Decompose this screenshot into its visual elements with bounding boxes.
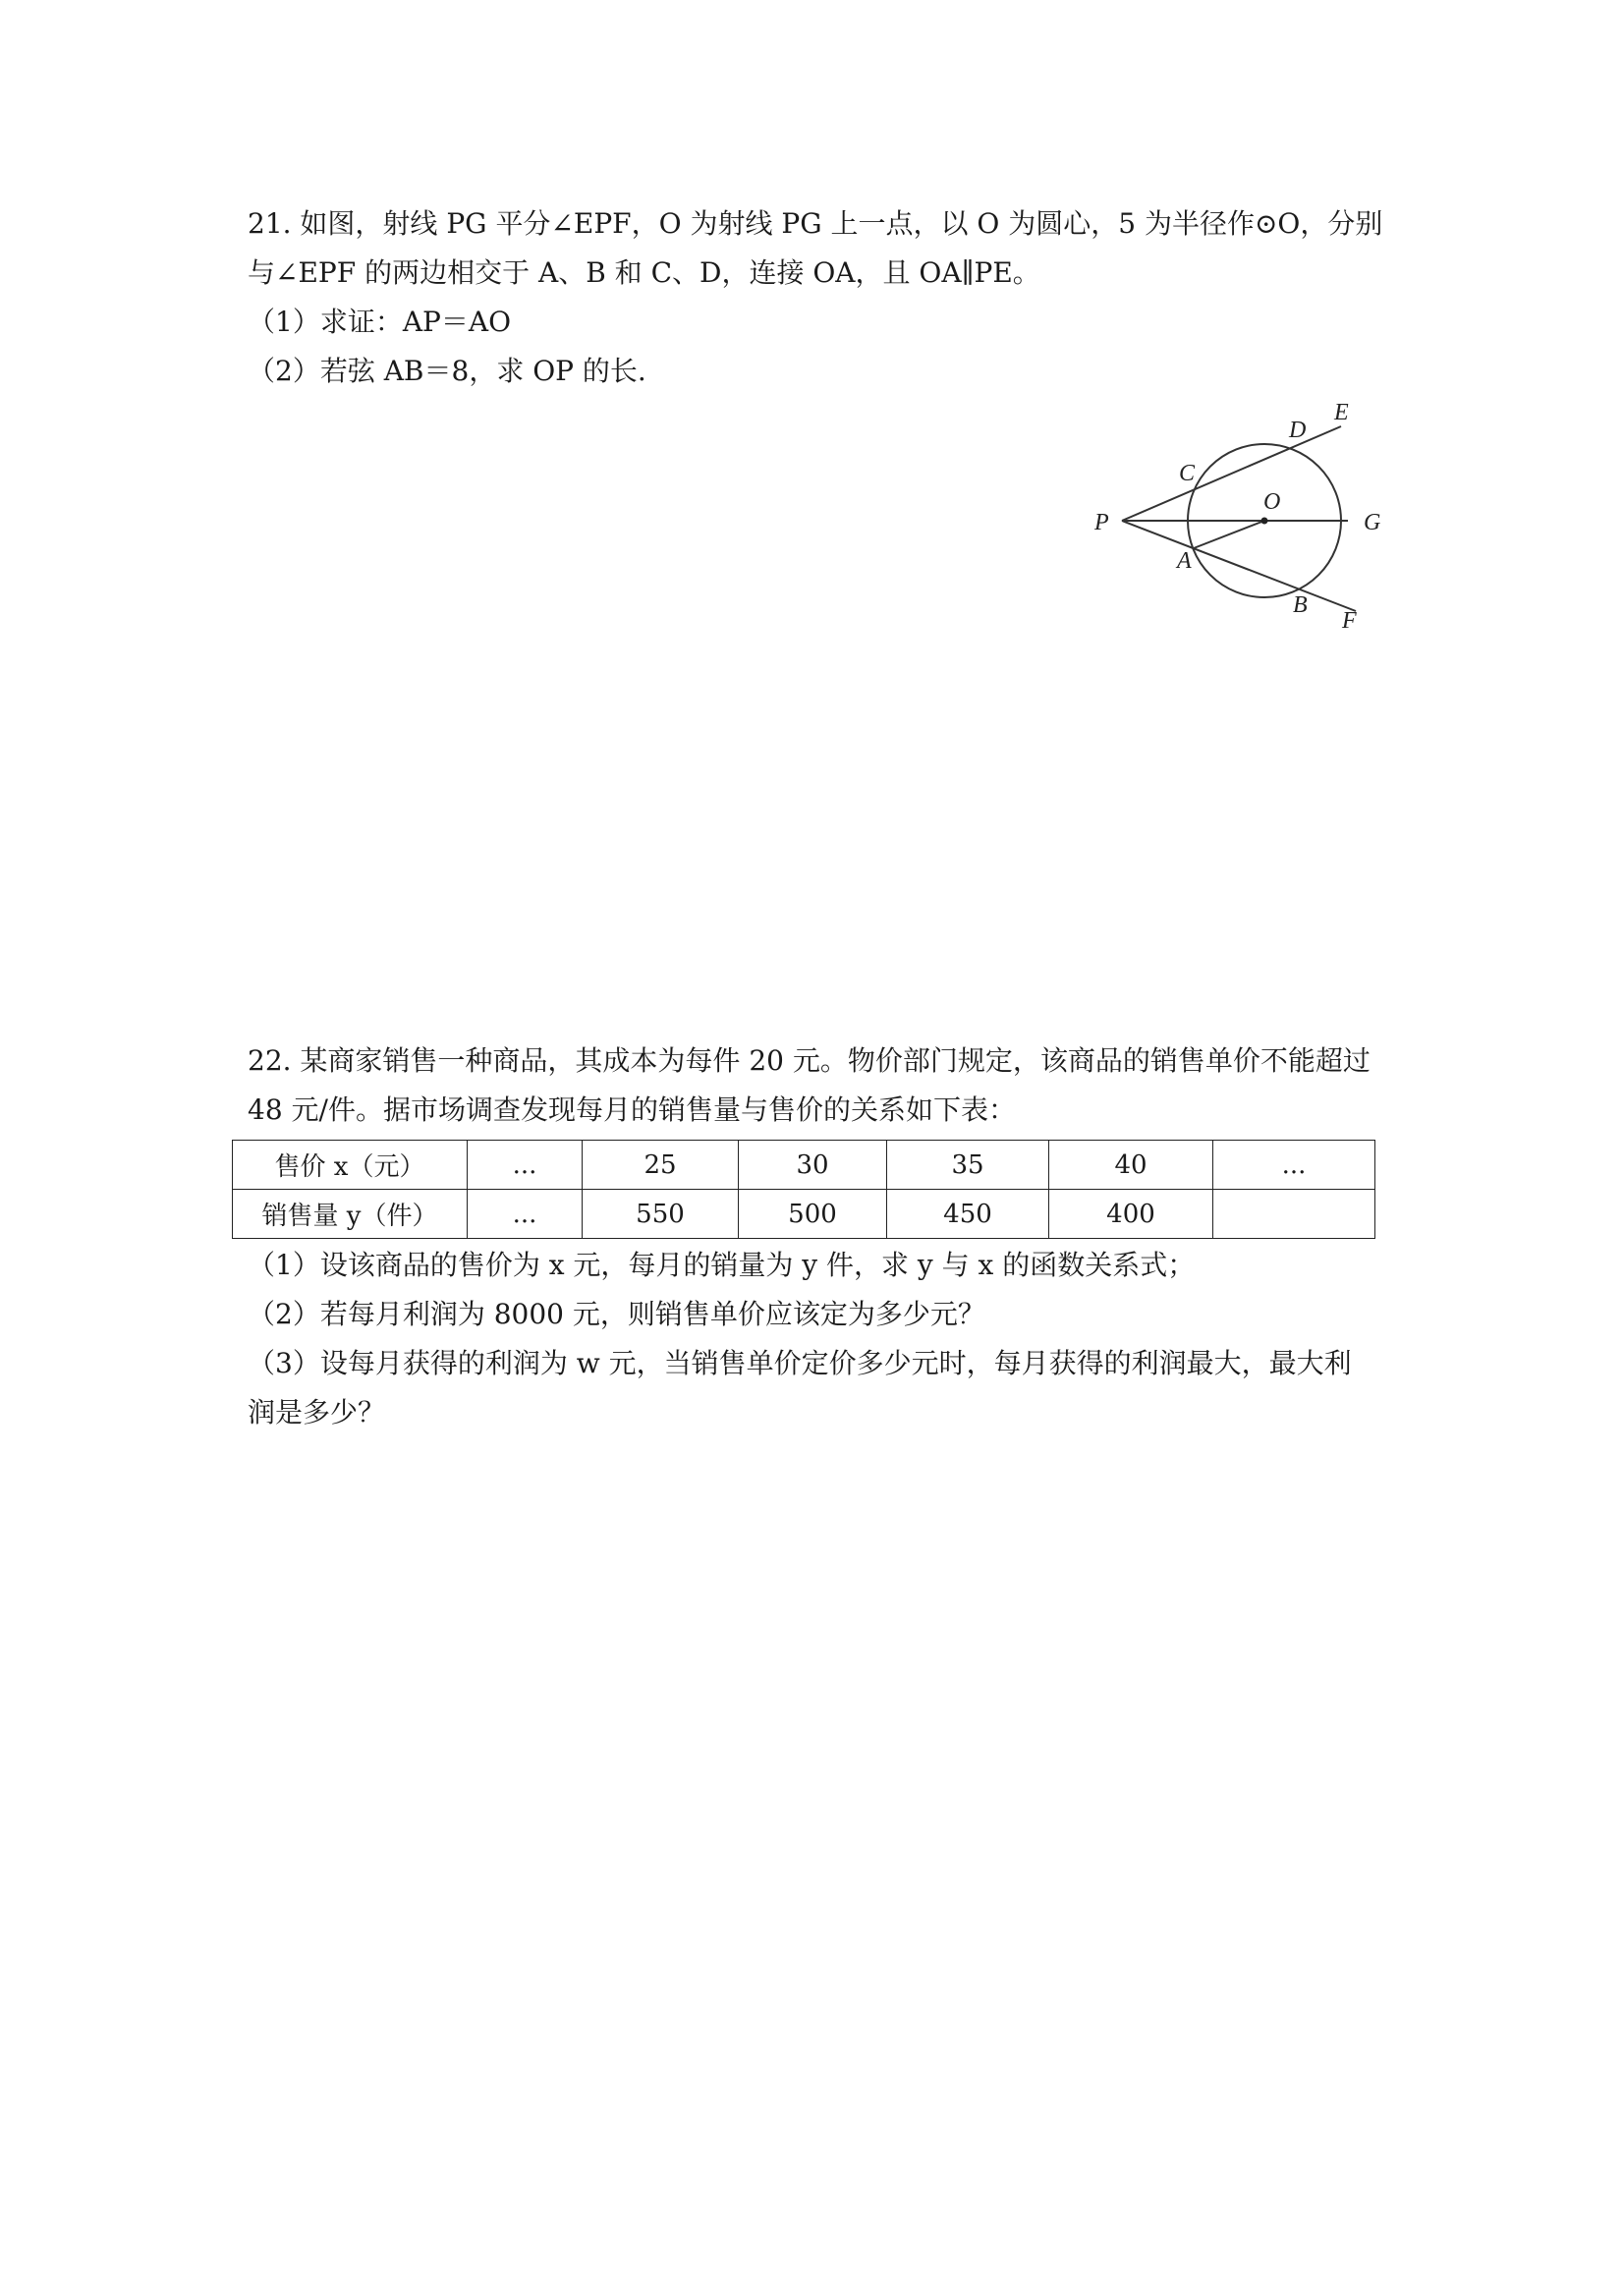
table-row — [233, 1141, 1375, 1190]
label-g: G — [1364, 510, 1381, 535]
ray-pe — [1122, 426, 1341, 521]
table-cell: 450 — [887, 1190, 1049, 1239]
q21-part2: （2）若弦 AB＝8，求 OP 的长. — [248, 355, 646, 387]
q21-geometry-figure — [1071, 398, 1405, 634]
q21-intro-line1: 21. 如图，射线 PG 平分∠EPF，O 为射线 PG 上一点，以 O 为圆心，5 为半径作⊙O，分别 — [248, 207, 1383, 240]
label-d: D — [1289, 418, 1307, 443]
label-p: P — [1094, 510, 1109, 535]
table-cell: 25 — [583, 1141, 739, 1190]
center-point-o — [1261, 518, 1268, 525]
table-cell: ... — [1213, 1141, 1375, 1190]
table-cell: 400 — [1049, 1190, 1213, 1239]
segment-oa — [1194, 521, 1264, 548]
label-b: B — [1293, 592, 1308, 618]
label-e: E — [1334, 400, 1349, 425]
q22-part1: （1）设该商品的售价为 x 元，每月的销量为 y 件，求 y 与 x 的函数关系式； — [248, 1249, 1196, 1281]
q22-part3-line2: 润是多少？ — [248, 1396, 386, 1428]
q22-intro-line1: 22. 某商家销售一种商品，其成本为每件 20 元。物价部门规定，该商品的销售单价不能超过 — [248, 1044, 1371, 1077]
label-o: O — [1263, 489, 1281, 515]
sales-table — [232, 1140, 1375, 1239]
q21-intro-line2: 与∠EPF 的两边相交于 A、B 和 C、D，连接 OA，且 OA∥PE。 — [248, 256, 1040, 289]
q22-part3-line1: （3）设每月获得的利润为 w 元，当销售单价定价多少元时，每月获得的利润最大，最大利 — [248, 1347, 1352, 1379]
table-cell: 销售量 y（件） — [233, 1190, 468, 1239]
table-cell: 35 — [887, 1141, 1049, 1190]
table-cell: 售价 x（元） — [233, 1141, 468, 1190]
label-c: C — [1179, 461, 1196, 486]
ray-pf — [1122, 521, 1356, 611]
table-cell — [1213, 1190, 1375, 1239]
label-f: F — [1342, 608, 1357, 634]
table-cell: 30 — [739, 1141, 887, 1190]
table-row — [233, 1190, 1375, 1239]
table-cell: 40 — [1049, 1141, 1213, 1190]
table-cell: ... — [468, 1141, 583, 1190]
table-cell: ... — [468, 1190, 583, 1239]
q21-part1: （1）求证：AP＝AO — [248, 306, 512, 338]
q22-intro-line2: 48 元/件。据市场调查发现每月的销售量与售价的关系如下表： — [248, 1093, 1016, 1126]
table-cell: 500 — [739, 1190, 887, 1239]
label-a: A — [1177, 548, 1192, 574]
table-cell: 550 — [583, 1190, 739, 1239]
q22-part2: （2）若每月利润为 8000 元，则销售单价应该定为多少元？ — [248, 1298, 985, 1330]
